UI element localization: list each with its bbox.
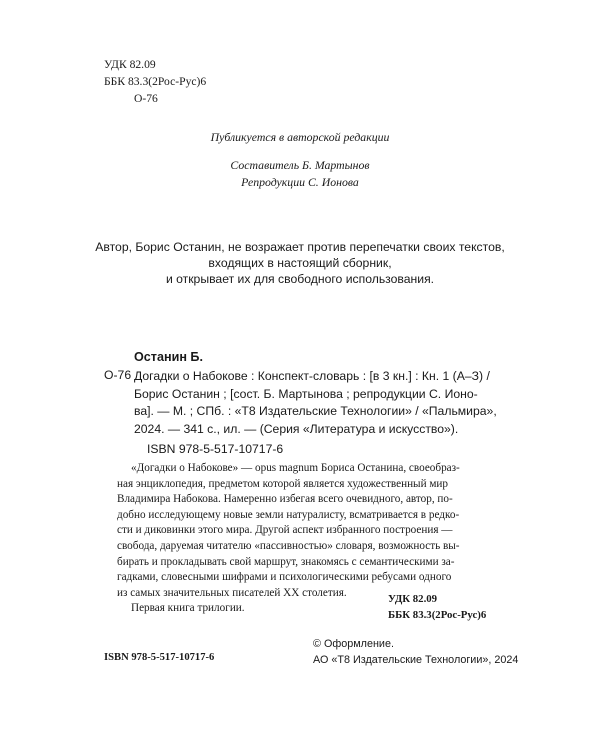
- copyright-block: [313, 637, 518, 668]
- copyright-line: © Оформление.: [313, 638, 394, 650]
- biblio-isbn: ISBN 978-5-517-10717-6: [147, 442, 284, 456]
- isbn-bottom: ISBN 978-5-517-10717-6: [104, 652, 215, 663]
- rights-notice: [60, 239, 540, 287]
- published-note: Публикуется в авторской редакции: [210, 130, 390, 144]
- udk-block-top: [104, 56, 206, 107]
- biblio-description: [134, 368, 510, 438]
- annotation-line: «Догадки о Набокове» — opus magnum Бориса Останина, своеобраз-: [131, 462, 460, 474]
- author-mark-code: О-76: [134, 92, 158, 105]
- rights-line: и открывает их для свободного использования.: [165, 272, 435, 286]
- bbk-code: ББК 83.3(2Рос-Рус)6: [104, 75, 207, 88]
- annotation-line: сти и диковинки этого мира. Другой аспект избранного построения —: [117, 524, 453, 537]
- annotation-line: гадками, словесными шифрами и психологическими ребусами одного: [117, 571, 452, 584]
- annotation-line: свобода, даруемая читателю «пассивностью» словаря, возможность вы-: [117, 539, 460, 552]
- biblio-line: Догадки о Набокове : Конспект-словарь : [в 3 кн.] : Кн. 1 (А–З) /: [134, 369, 490, 383]
- rights-line: входящих в настоящий сборник,: [208, 256, 392, 270]
- annotation-line: добно исследующему новые земли натуралисту, всматривается в редко-: [117, 508, 460, 521]
- biblio-line: 2024. — 341 с., ил. — (Серия «Литература и искусство»).: [134, 421, 459, 436]
- biblio-line: ва]. — М. ; СПб. : «Т8 Издательские Технологии» / «Пальмира»,: [134, 404, 497, 419]
- annotation-line: бирать и прокладывать свой маршрут, знакомясь с семантическими за-: [117, 555, 455, 568]
- rights-line: Автор, Борис Останин, не возражает против перепечатки своих текстов,: [95, 240, 505, 254]
- annotation-closing: Первая книга трилогии.: [131, 602, 245, 615]
- bbk-code-bottom: ББК 83.3(2Рос-Рус)6: [388, 609, 487, 621]
- reproductions-credit: Репродукции С. Ионова: [241, 175, 359, 189]
- biblio-line: Борис Останин ; [сост. Б. Мартынова ; репродукции С. Ионо-: [134, 386, 478, 401]
- copyright-line: АО «Т8 Издательские Технологии», 2024: [313, 653, 519, 666]
- credits-block: [0, 157, 600, 191]
- compiler-credit: Составитель Б. Мартынов: [230, 158, 370, 172]
- annotation-line: из самых значительных писателей XX столетия.: [117, 586, 347, 599]
- udk-code: УДК 82.09: [104, 58, 156, 71]
- annotation-line: Владимира Набокова. Намеренно избегая всего очевидного, автор, по-: [117, 493, 453, 506]
- biblio-code: О-76: [104, 368, 132, 382]
- annotation-line: ная энциклопедия, предметом которой является художественный мир: [117, 477, 449, 490]
- udk-block-bottom: [388, 591, 486, 623]
- biblio-author: Останин Б.: [134, 350, 203, 364]
- udk-code-bottom: УДК 82.09: [388, 593, 438, 605]
